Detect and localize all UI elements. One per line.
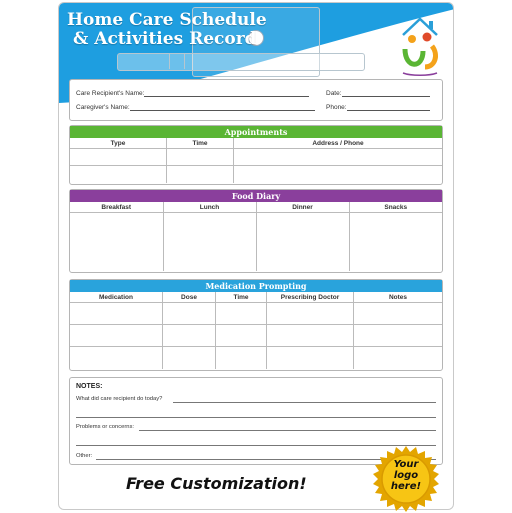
cell[interactable] [267, 303, 354, 325]
q1-line[interactable] [173, 402, 436, 403]
phone-label: Phone: [326, 104, 347, 111]
food-diary-section [69, 189, 443, 273]
cell[interactable] [163, 213, 256, 271]
cell[interactable] [70, 149, 167, 166]
cell[interactable] [70, 166, 167, 183]
recipient-label: Care Recipient's Name: [76, 90, 145, 97]
cell[interactable] [234, 149, 443, 166]
col-breakfast: Breakfast [70, 202, 163, 213]
appointments-table [70, 138, 442, 183]
cell[interactable] [354, 303, 443, 325]
medication-table [70, 292, 442, 369]
seal-text [372, 459, 440, 492]
col-prescribing-doctor: Prescribing Doctor [267, 292, 354, 303]
caregiver-label: Caregiver's Name: [76, 104, 130, 111]
cell[interactable] [70, 213, 163, 271]
col-type: Type [70, 138, 167, 149]
cell[interactable] [354, 347, 443, 369]
cell[interactable] [256, 213, 349, 271]
medication-title: Medication Prompting [70, 280, 442, 292]
seal-line-1: Your [393, 459, 419, 470]
cell[interactable] [234, 166, 443, 183]
col-snacks: Snacks [349, 202, 442, 213]
col-time: Time [216, 292, 267, 303]
date-field[interactable] [326, 90, 430, 97]
seal-line-2: logo [393, 470, 419, 481]
col-lunch: Lunch [163, 202, 256, 213]
q2-line[interactable] [139, 430, 436, 431]
clip-tab [169, 53, 185, 69]
page-title [67, 11, 267, 49]
family-logo-icon [399, 13, 441, 77]
free-customization-text: Free Customization! [126, 474, 307, 493]
notes-q2: Problems or concerns: [76, 424, 134, 430]
col-medication: Medication [70, 292, 163, 303]
appointments-title: Appointments [70, 126, 442, 138]
seal-line-3: here! [390, 481, 422, 492]
cell[interactable] [167, 166, 234, 183]
col-dose: Dose [163, 292, 216, 303]
q1-line-2[interactable] [76, 417, 436, 418]
phone-field[interactable] [326, 104, 430, 111]
cell[interactable] [70, 347, 163, 369]
cell[interactable] [216, 325, 267, 347]
cell[interactable] [163, 347, 216, 369]
title-line-2: & Activities Record [73, 29, 257, 49]
notes-q1: What did care recipient do today? [76, 396, 163, 402]
recipient-field[interactable] [76, 90, 309, 97]
cell[interactable] [216, 303, 267, 325]
col-dinner: Dinner [256, 202, 349, 213]
clipboard [58, 2, 454, 510]
col-time: Time [167, 138, 234, 149]
cell[interactable] [354, 325, 443, 347]
cell[interactable] [349, 213, 442, 271]
food-diary-table [70, 202, 442, 271]
medication-section [69, 279, 443, 371]
cell[interactable] [70, 325, 163, 347]
cell[interactable] [267, 347, 354, 369]
info-box [69, 79, 443, 121]
cell[interactable] [267, 325, 354, 347]
notes-title: NOTES: [76, 383, 103, 390]
col-address-phone: Address / Phone [234, 138, 443, 149]
cell[interactable] [216, 347, 267, 369]
col-notes: Notes [354, 292, 443, 303]
title-line-1: Home Care Schedule [67, 10, 267, 30]
notes-q3: Other: [76, 453, 93, 459]
cell[interactable] [70, 303, 163, 325]
cell[interactable] [163, 303, 216, 325]
cell[interactable] [167, 149, 234, 166]
date-label: Date: [326, 90, 342, 97]
clip-slot [117, 53, 365, 71]
caregiver-field[interactable] [76, 104, 315, 111]
cell[interactable] [163, 325, 216, 347]
food-diary-title: Food Diary [70, 190, 442, 202]
appointments-section [69, 125, 443, 185]
